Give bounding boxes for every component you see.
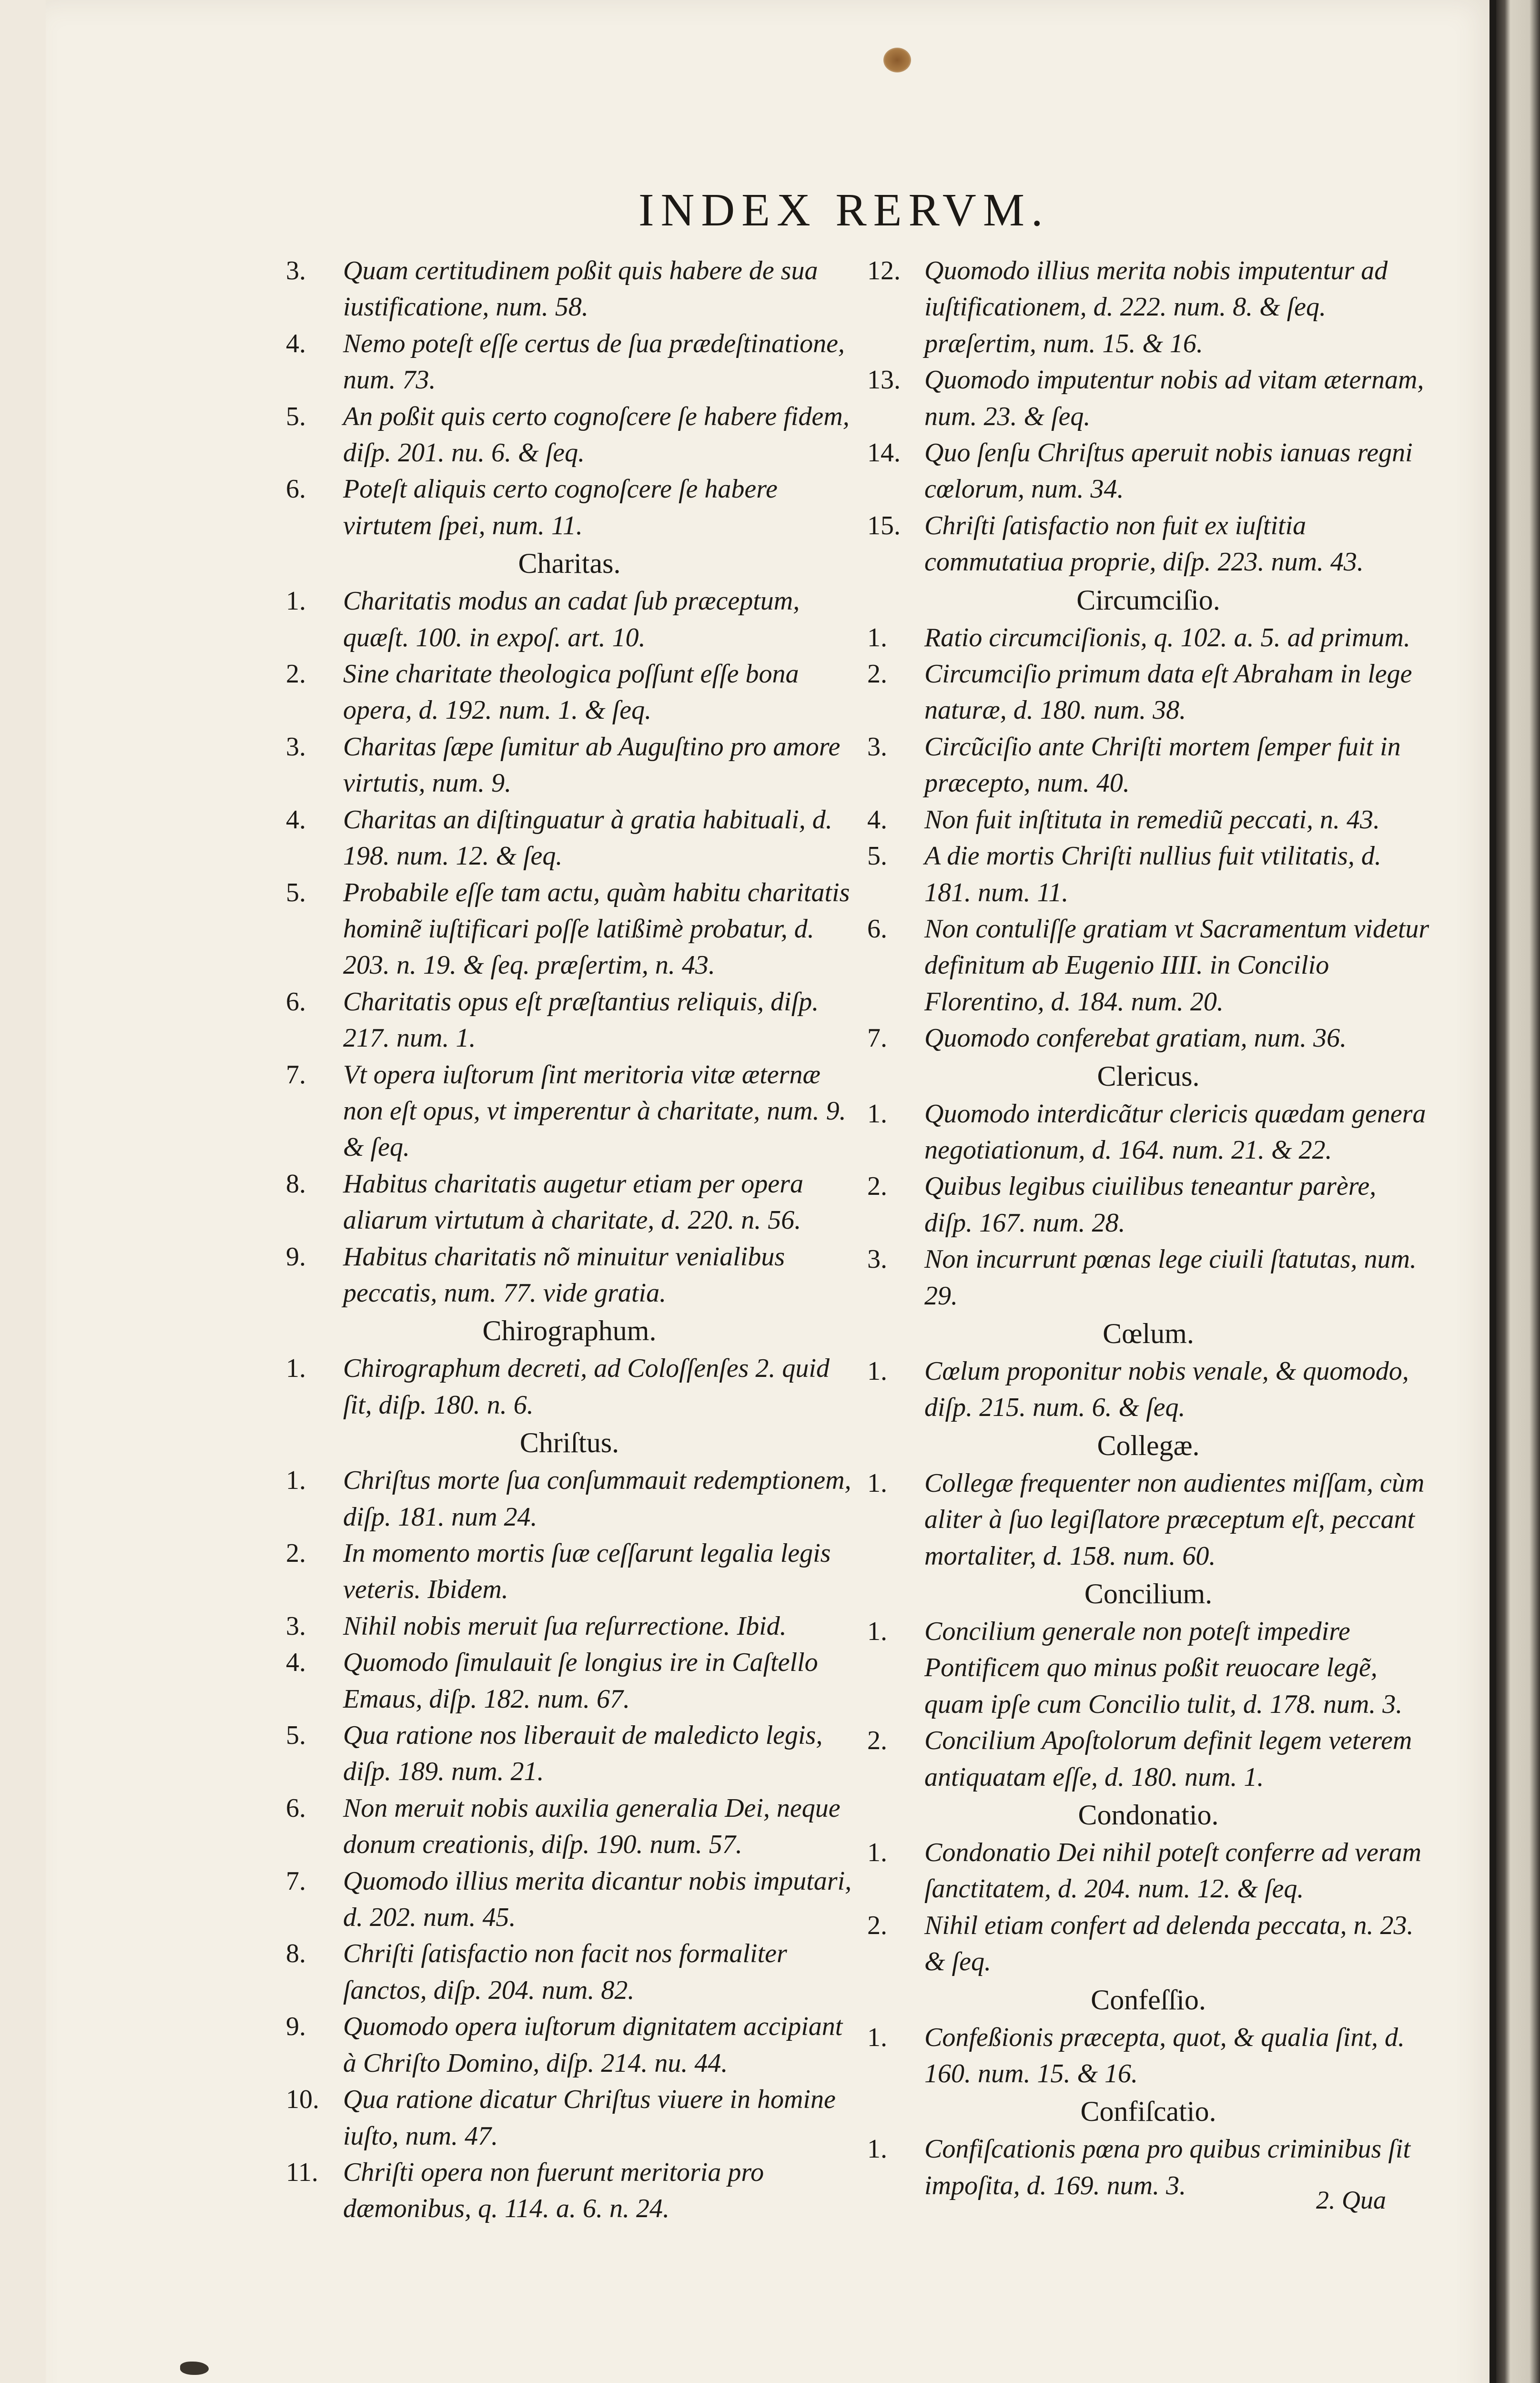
index-entry: [286, 1535, 853, 1608]
index-entry: [286, 1057, 853, 1166]
entry-number: 10.: [286, 2085, 319, 2115]
entry-number: 8.: [286, 1939, 306, 1969]
index-category-heading: Charitas.: [518, 548, 621, 580]
entry-number: 6.: [286, 474, 306, 504]
index-entry: [286, 583, 853, 656]
entry-text: Qua ratione nos liberauit de maledicto legis, diſp. 189. num. 21.: [343, 1721, 823, 1787]
entry-text: In momento mortis ſuæ ceſſarunt legalia legis veteris. Ibidem.: [343, 1538, 831, 1605]
index-entry: [867, 1613, 1429, 1722]
entry-text: Concilium generale non poteſt impedire Pontificem quo minus poßit reuocare legẽ, quam ipſe cum Concilio tulit, d. 178. num. 3.: [924, 1617, 1403, 1719]
entry-number: 1.: [867, 622, 887, 652]
index-entry: [867, 1834, 1429, 1907]
index-entry: [867, 1096, 1429, 1169]
entry-text: Circumciſio primum data eſt Abraham in lege naturæ, d. 180. num. 38.: [924, 659, 1412, 725]
index-entry: [867, 435, 1429, 508]
index-entry: [867, 1353, 1429, 1426]
entry-number: 4.: [286, 328, 306, 358]
entry-text: Quomodo ſimulauit ſe longius ire in Caſtello Emaus, diſp. 182. num. 67.: [343, 1648, 818, 1714]
left-column: [286, 253, 853, 2227]
index-category-heading: Concilium.: [1084, 1578, 1213, 1609]
entry-number: 2.: [867, 1726, 887, 1756]
entry-number: 1.: [867, 1468, 887, 1498]
entry-text: Quibus legibus ciuilibus teneantur parère, diſp. 167. num. 28.: [924, 1171, 1377, 1238]
entry-text: Charitas an diſtinguatur à gratia habituali, d. 198. num. 12. & ſeq.: [343, 805, 832, 871]
index-entry: [867, 838, 1429, 911]
entry-text: Charitatis modus an cadat ſub præceptum, quæſt. 100. in expoſ. art. 10.: [343, 586, 800, 652]
right-column: [867, 253, 1429, 2204]
entry-text: Charitas ſæpe ſumitur ab Auguſtino pro amore virtutis, num. 9.: [343, 732, 841, 798]
entry-text: Habitus charitatis nõ minuitur venialibus peccatis, num. 77. vide gratia.: [343, 1242, 785, 1308]
index-entry: [286, 1644, 853, 1717]
index-entry: [286, 1935, 853, 2008]
index-entry: [286, 729, 853, 802]
index-entry: [867, 911, 1429, 1020]
entry-number: 2.: [867, 1171, 887, 1202]
index-entry: [286, 1462, 853, 1535]
entry-text: Sine charitate theologica poſſunt eſſe bona opera, d. 192. num. 1. & ſeq.: [343, 659, 799, 725]
index-entry: [867, 1722, 1429, 1795]
catchword: 2. Qua: [1316, 2186, 1386, 2214]
index-entry: [867, 253, 1429, 362]
index-category-heading: Collegæ.: [1097, 1429, 1200, 1461]
index-entry: [286, 802, 853, 875]
entry-text: Quo ſenſu Chriſtus aperuit nobis ianuas regni cœlorum, num. 34.: [924, 438, 1413, 504]
index-entry: [286, 2154, 853, 2227]
index-entry: [867, 620, 1429, 656]
entry-number: 7.: [867, 1023, 887, 1053]
index-entry: [286, 1608, 853, 1644]
entry-number: 11.: [286, 2157, 318, 2187]
entry-text: Circũciſio ante Chriſti mortem ſemper fuit in præcepto, num. 40.: [924, 732, 1401, 798]
index-entry: [867, 508, 1429, 580]
index-entry: [867, 1168, 1429, 1241]
entry-text: Concilium Apoſtolorum definit legem veterem antiquatam eſſe, d. 180. num. 1.: [924, 1726, 1412, 1792]
entry-number: 6.: [286, 1793, 306, 1823]
printer-ornament: [180, 2362, 209, 2375]
entry-number: 5.: [286, 1721, 306, 1751]
entry-text: Nemo poteſt eſſe certus de ſua prædeſtinatione, num. 73.: [343, 328, 845, 395]
index-entry: [867, 2019, 1429, 2092]
index-entry: [286, 1350, 853, 1423]
page-heading: INDEX RERVM.: [638, 184, 1050, 236]
index-category-heading: Cœlum.: [1103, 1317, 1194, 1349]
index-entry: [286, 984, 853, 1057]
entry-text: Quomodo imputentur nobis ad vitam æternam, num. 23. & ſeq.: [924, 365, 1424, 431]
entry-text: An poßit quis certo cognoſcere ſe habere fidem, diſp. 201. nu. 6. & ſeq.: [343, 401, 850, 468]
entry-number: 3.: [286, 1611, 306, 1641]
entry-text: Quomodo opera iuſtorum dignitatem accipiant à Chriſto Domino, diſp. 214. nu. 44.: [343, 2012, 843, 2078]
entry-text: Condonatio Dei nihil poteſt conferre ad veram ſanctitatem, d. 204. num. 12. & ſeq.: [924, 1838, 1422, 1904]
entry-text: Chriſtus morte ſua conſummauit redemptionem, diſp. 181. num 24.: [343, 1466, 851, 1532]
index-entry: [286, 1863, 853, 1936]
entry-text: Cœlum proponitur nobis venale, & quomodo, diſp. 215. num. 6. & ſeq.: [924, 1356, 1409, 1423]
entry-text: Nihil etiam confert ad delenda peccata, n. 23. & ſeq.: [924, 1910, 1414, 1977]
entry-number: 1.: [286, 1466, 306, 1496]
index-entry: [286, 326, 853, 398]
entry-number: 4.: [286, 1648, 306, 1678]
index-entry: [286, 398, 853, 471]
index-entry: [867, 656, 1429, 729]
entry-number: 1.: [867, 1838, 887, 1868]
entry-number: 9.: [286, 1242, 306, 1272]
entry-number: 7.: [286, 1059, 306, 1090]
entry-number: 3.: [867, 1244, 887, 1274]
entry-text: A die mortis Chriſti nullius fuit vtilitatis, d. 181. num. 11.: [924, 841, 1381, 907]
index-entry: [286, 1166, 853, 1239]
entry-text: Charitatis opus eſt præſtantius reliquis, diſp. 217. num. 1.: [343, 987, 819, 1053]
entry-text: Chirographum decreti, ad Coloſſenſes 2. quid ſit, diſp. 180. n. 6.: [343, 1354, 830, 1420]
stain-mark: [883, 48, 911, 72]
entry-text: Confiſcationis pœna pro quibus criminibus ſit impoſita, d. 169. num. 3.: [924, 2134, 1411, 2200]
entry-text: Chriſti ſatisfactio non fuit ex iuſtitia commutatiua proprie, diſp. 223. num. 43.: [924, 510, 1364, 577]
entry-number: 5.: [867, 841, 887, 871]
entry-text: Non contuliſſe gratiam vt Sacramentum videtur definitum ab Eugenio IIII. in Concilio Florentino, d. 184. num. 20.: [924, 914, 1429, 1017]
page-gutter: [1489, 0, 1496, 2383]
index-entry: [867, 1465, 1429, 1574]
entry-text: Non fuit inſtituta in remediũ peccati, n. 43.: [924, 805, 1380, 835]
entry-text: Quam certitudinem poßit quis habere de sua iustificatione, num. 58.: [343, 256, 818, 322]
index-entry: [867, 802, 1429, 838]
entry-number: 2.: [286, 1538, 306, 1568]
index-entry: [286, 471, 853, 544]
entry-text: Chriſti opera non fuerunt meritoria pro dæmonibus, q. 114. a. 6. n. 24.: [343, 2157, 764, 2224]
entry-number: 3.: [867, 732, 887, 762]
index-entry: [286, 1239, 853, 1312]
index-entry: [867, 1241, 1429, 1314]
entry-text: Vt opera iuſtorum ſint meritoria vitæ æternæ non eſt opus, vt imperentur à charitate, num. 9. & ſeq.: [343, 1059, 846, 1162]
index-category-heading: Clericus.: [1097, 1060, 1200, 1092]
entry-number: 2.: [286, 659, 306, 689]
entry-number: 5.: [286, 877, 306, 907]
entry-number: 2.: [867, 1910, 887, 1940]
entry-number: 12.: [867, 256, 901, 285]
entry-number: 13.: [867, 365, 901, 395]
entry-number: 2.: [867, 659, 887, 689]
index-entry: [867, 1020, 1429, 1056]
entry-number: 1.: [867, 1099, 887, 1129]
index-category-heading: Confeſſio.: [1091, 1984, 1206, 2016]
entry-text: Quomodo illius merita nobis imputentur ad iuſtificationem, d. 222. num. 8. & ſeq. præſertim, num. 15. & 16.: [924, 256, 1388, 358]
entry-text: Chriſti ſatisfactio non facit nos formaliter ſanctos, diſp. 204. num. 82.: [343, 1939, 787, 2005]
index-category-heading: Confiſcatio.: [1080, 2096, 1216, 2128]
entry-number: 4.: [867, 805, 887, 835]
entry-text: Habitus charitatis augetur etiam per opera aliarum virtutum à charitate, d. 220. n. 56.: [343, 1169, 803, 1235]
index-entry: [286, 2081, 853, 2154]
index-entry: [286, 656, 853, 729]
entry-number: 6.: [286, 987, 306, 1017]
entry-number: 8.: [286, 1169, 306, 1199]
entry-text: Probabile eſſe tam actu, quàm habitu charitatis hominẽ iuſtificari poſſe latißimè probatur, d. 203. n. 19. & ſeq. præſertim, n. 43.: [343, 877, 850, 980]
entry-number: 3.: [286, 256, 306, 285]
entry-number: 7.: [286, 1866, 306, 1896]
entry-text: Quomodo conferebat gratiam, num. 36.: [924, 1023, 1347, 1053]
entry-number: 1.: [867, 1617, 887, 1646]
index-category-heading: Condonatio.: [1078, 1799, 1219, 1831]
entry-text: Quomodo illius merita dicantur nobis imputari, d. 202. num. 45.: [343, 1866, 852, 1933]
index-entry: [867, 729, 1429, 802]
index-entry: [286, 1790, 853, 1863]
entry-text: Poteſt aliquis certo cognoſcere ſe habere virtutem ſpei, num. 11.: [343, 474, 778, 540]
entry-number: 14.: [867, 438, 901, 468]
entry-number: 6.: [867, 914, 887, 944]
entry-text: Ratio circumciſionis, q. 102. a. 5. ad primum.: [924, 622, 1410, 652]
entry-number: 1.: [286, 586, 306, 616]
entry-number: 1.: [286, 1354, 306, 1384]
entry-number: 4.: [286, 805, 306, 835]
index-entry: [286, 2008, 853, 2081]
entry-number: 15.: [867, 510, 901, 540]
entry-text: Non incurrunt pœnas lege ciuili ſtatutas, num. 29.: [924, 1244, 1417, 1311]
entry-number: 1.: [867, 2022, 887, 2052]
entry-number: 1.: [867, 1356, 887, 1386]
index-entry: [867, 362, 1429, 435]
entry-number: 5.: [286, 401, 306, 431]
entry-text: Non meruit nobis auxilia generalia Dei, neque donum creationis, diſp. 190. num. 57.: [343, 1793, 841, 1860]
entry-number: 1.: [867, 2134, 887, 2164]
entry-text: Confeßionis præcepta, quot, & qualia ſint, d. 160. num. 15. & 16.: [924, 2022, 1405, 2089]
entry-number: 3.: [286, 732, 306, 762]
index-category-heading: Chriſtus.: [519, 1427, 619, 1459]
index-category-heading: Circumciſio.: [1076, 584, 1220, 616]
index-entry: [286, 1717, 853, 1790]
index-entry: [286, 253, 853, 326]
entry-text: Quomodo interdicãtur clericis quædam genera negotiationum, d. 164. num. 21. & 22.: [924, 1099, 1426, 1165]
entry-text: Qua ratione dicatur Chriſtus viuere in homine iuſto, num. 47.: [343, 2085, 836, 2151]
entry-number: 9.: [286, 2012, 306, 2042]
entry-text: Collegæ frequenter non audientes miſſam, cùm aliter à ſuo legiſlatore præceptum eſt, peccant mortaliter, d. 158. num. 60.: [924, 1468, 1425, 1571]
entry-text: Nihil nobis meruit ſua reſurrectione. Ibid.: [343, 1611, 787, 1641]
index-entry: [286, 875, 853, 984]
index-category-heading: Chirographum.: [482, 1315, 657, 1347]
index-entry: [867, 1907, 1429, 1980]
book-binding-edge: [1496, 0, 1540, 2383]
